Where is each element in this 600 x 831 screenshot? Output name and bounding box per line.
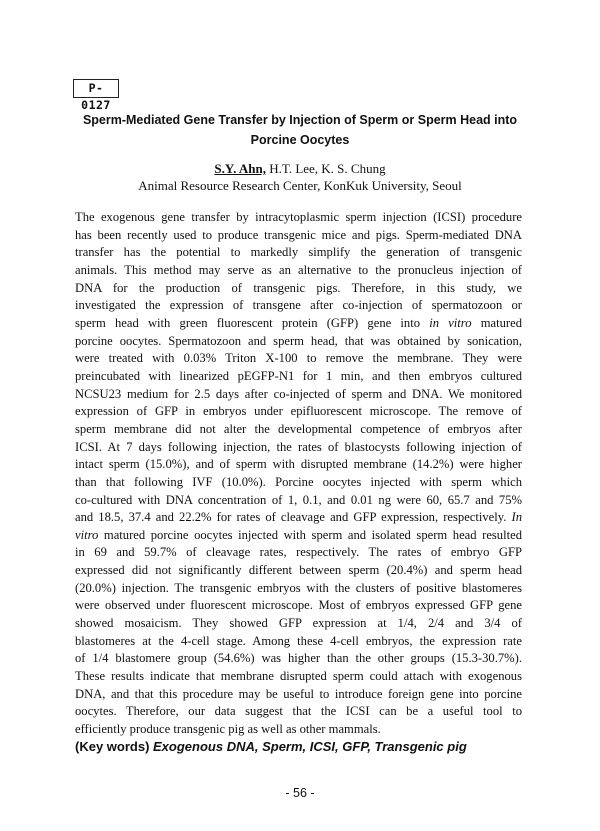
abstract-line: DNA, and that this procedure may be useful to introduce foreign gene into porcine	[75, 686, 522, 701]
abstract-line: ICSI. At 7 days following injection, the rates of blastocysts following injection of	[75, 439, 522, 454]
abstract-line: NCSU23 medium for 2.5 days after co-injected of sperm and DNA. We monitored	[75, 386, 522, 401]
abstract-code-box: P-0127	[73, 79, 119, 98]
presenting-author: S.Y. Ahn,	[214, 161, 266, 176]
abstract-line: than that following IVF (10.0%). Porcine oocytes injected with sperm which	[75, 474, 522, 489]
abstract-line: in 69 and 59.7% of cleavage rates, respectively. The rates of embryo GFP	[75, 545, 522, 560]
author-list	[0, 160, 600, 178]
abstract-line: were observed under fluorescent microscope. Most of embryos expressed GFP gene	[75, 598, 522, 613]
abstract-line: of 1/4 blastomere group (54.6%) was higher than the other groups (15.3-30.7%).	[75, 651, 522, 666]
abstract-line: transfer has the potential to markedly simplify the generation of transgenic	[75, 245, 522, 260]
abstract-line: expression of GFP in embryos under epifluorescent microscope. The remove of	[75, 404, 522, 419]
abstract-line: blastomeres at the 4-cell stage. Among these 4-cell embryos, the expression rate	[75, 633, 522, 648]
abstract-line: These results indicate that membrane disrupted sperm could attach with exogenous	[75, 669, 522, 684]
abstract-line: (20.0%) injection. The transgenic embryos with the clusters of positive blastomeres	[75, 580, 522, 595]
title-line-2: Porcine Oocytes	[250, 133, 350, 147]
abstract-line: efficiently produce transgenic pig as well as other mammals.	[75, 722, 381, 737]
abstract-line: preincubated with linearized pEGFP-N1 for 1 min, and then embryos cultured	[75, 368, 522, 383]
keywords-label: (Key words)	[75, 739, 154, 754]
abstract-line: The exogenous gene transfer by intracytoplasmic sperm injection (ICSI) procedure	[75, 210, 522, 224]
abstract-line: expressed did not significantly different between sperm (20.4%) and sperm head	[75, 563, 522, 578]
abstract-line: sperm head with green fluorescent protein (GFP) gene into in vitro matured	[75, 315, 522, 330]
page-number: - 56 -	[285, 786, 315, 800]
abstract-line: co-cultured with DNA concentration of 1, 0.1, and 0.01 ng were 60, 65.7 and 75%	[75, 492, 522, 507]
abstract-line: intact sperm (15.0%), and of sperm with disrupted membrane (14.2%) were higher	[75, 457, 522, 472]
co-authors: H.T. Lee, K. S. Chung	[265, 161, 386, 176]
affiliation: Animal Resource Research Center, KonKuk University, Seoul	[138, 178, 462, 193]
abstract-line: showed mosaicism. They showed GFP expression at 1/4, 2/4 and 3/4 of	[75, 616, 522, 631]
abstract-line: oocytes. Therefore, our data suggest that the ICSI can be a useful tool to	[75, 704, 522, 719]
abstract-line: porcine oocytes. Spermatozoon and sperm head, that was obtained by sonication,	[75, 333, 522, 348]
abstract-title	[60, 110, 540, 150]
abstract-line: DNA for the production of transgenic pigs. Therefore, in this study, we	[75, 280, 522, 295]
abstract-line: and 18.5, 37.4 and 22.2% for rates of cleavage and GFP expression, respectively. In	[75, 510, 522, 525]
keywords	[75, 738, 467, 756]
keywords-terms: Exogenous DNA, Sperm, ICSI, GFP, Transgenic pig	[153, 739, 467, 754]
abstract-line: vitro matured porcine oocytes injected with sperm and isolated sperm head resulted	[75, 527, 522, 542]
abstract-line: sperm membrane did not alter the developmental competence of embryos after	[75, 421, 522, 436]
abstract-line: animals. This method may serve as an alternative to the pronucleus injection of	[75, 262, 522, 277]
abstract-line: investigated the expression of transgene after co-injection of spermatozoon or	[75, 298, 522, 313]
abstract-line: were treated with 0.03% Triton X-100 to remove the membrane. They were	[75, 351, 522, 366]
abstract-body	[75, 209, 522, 739]
abstract-line: has been recently used to produce transgenic mice and pigs. Sperm-mediated DNA	[75, 227, 522, 242]
title-line-1: Sperm-Mediated Gene Transfer by Injection of Sperm or Sperm Head into	[82, 113, 518, 127]
